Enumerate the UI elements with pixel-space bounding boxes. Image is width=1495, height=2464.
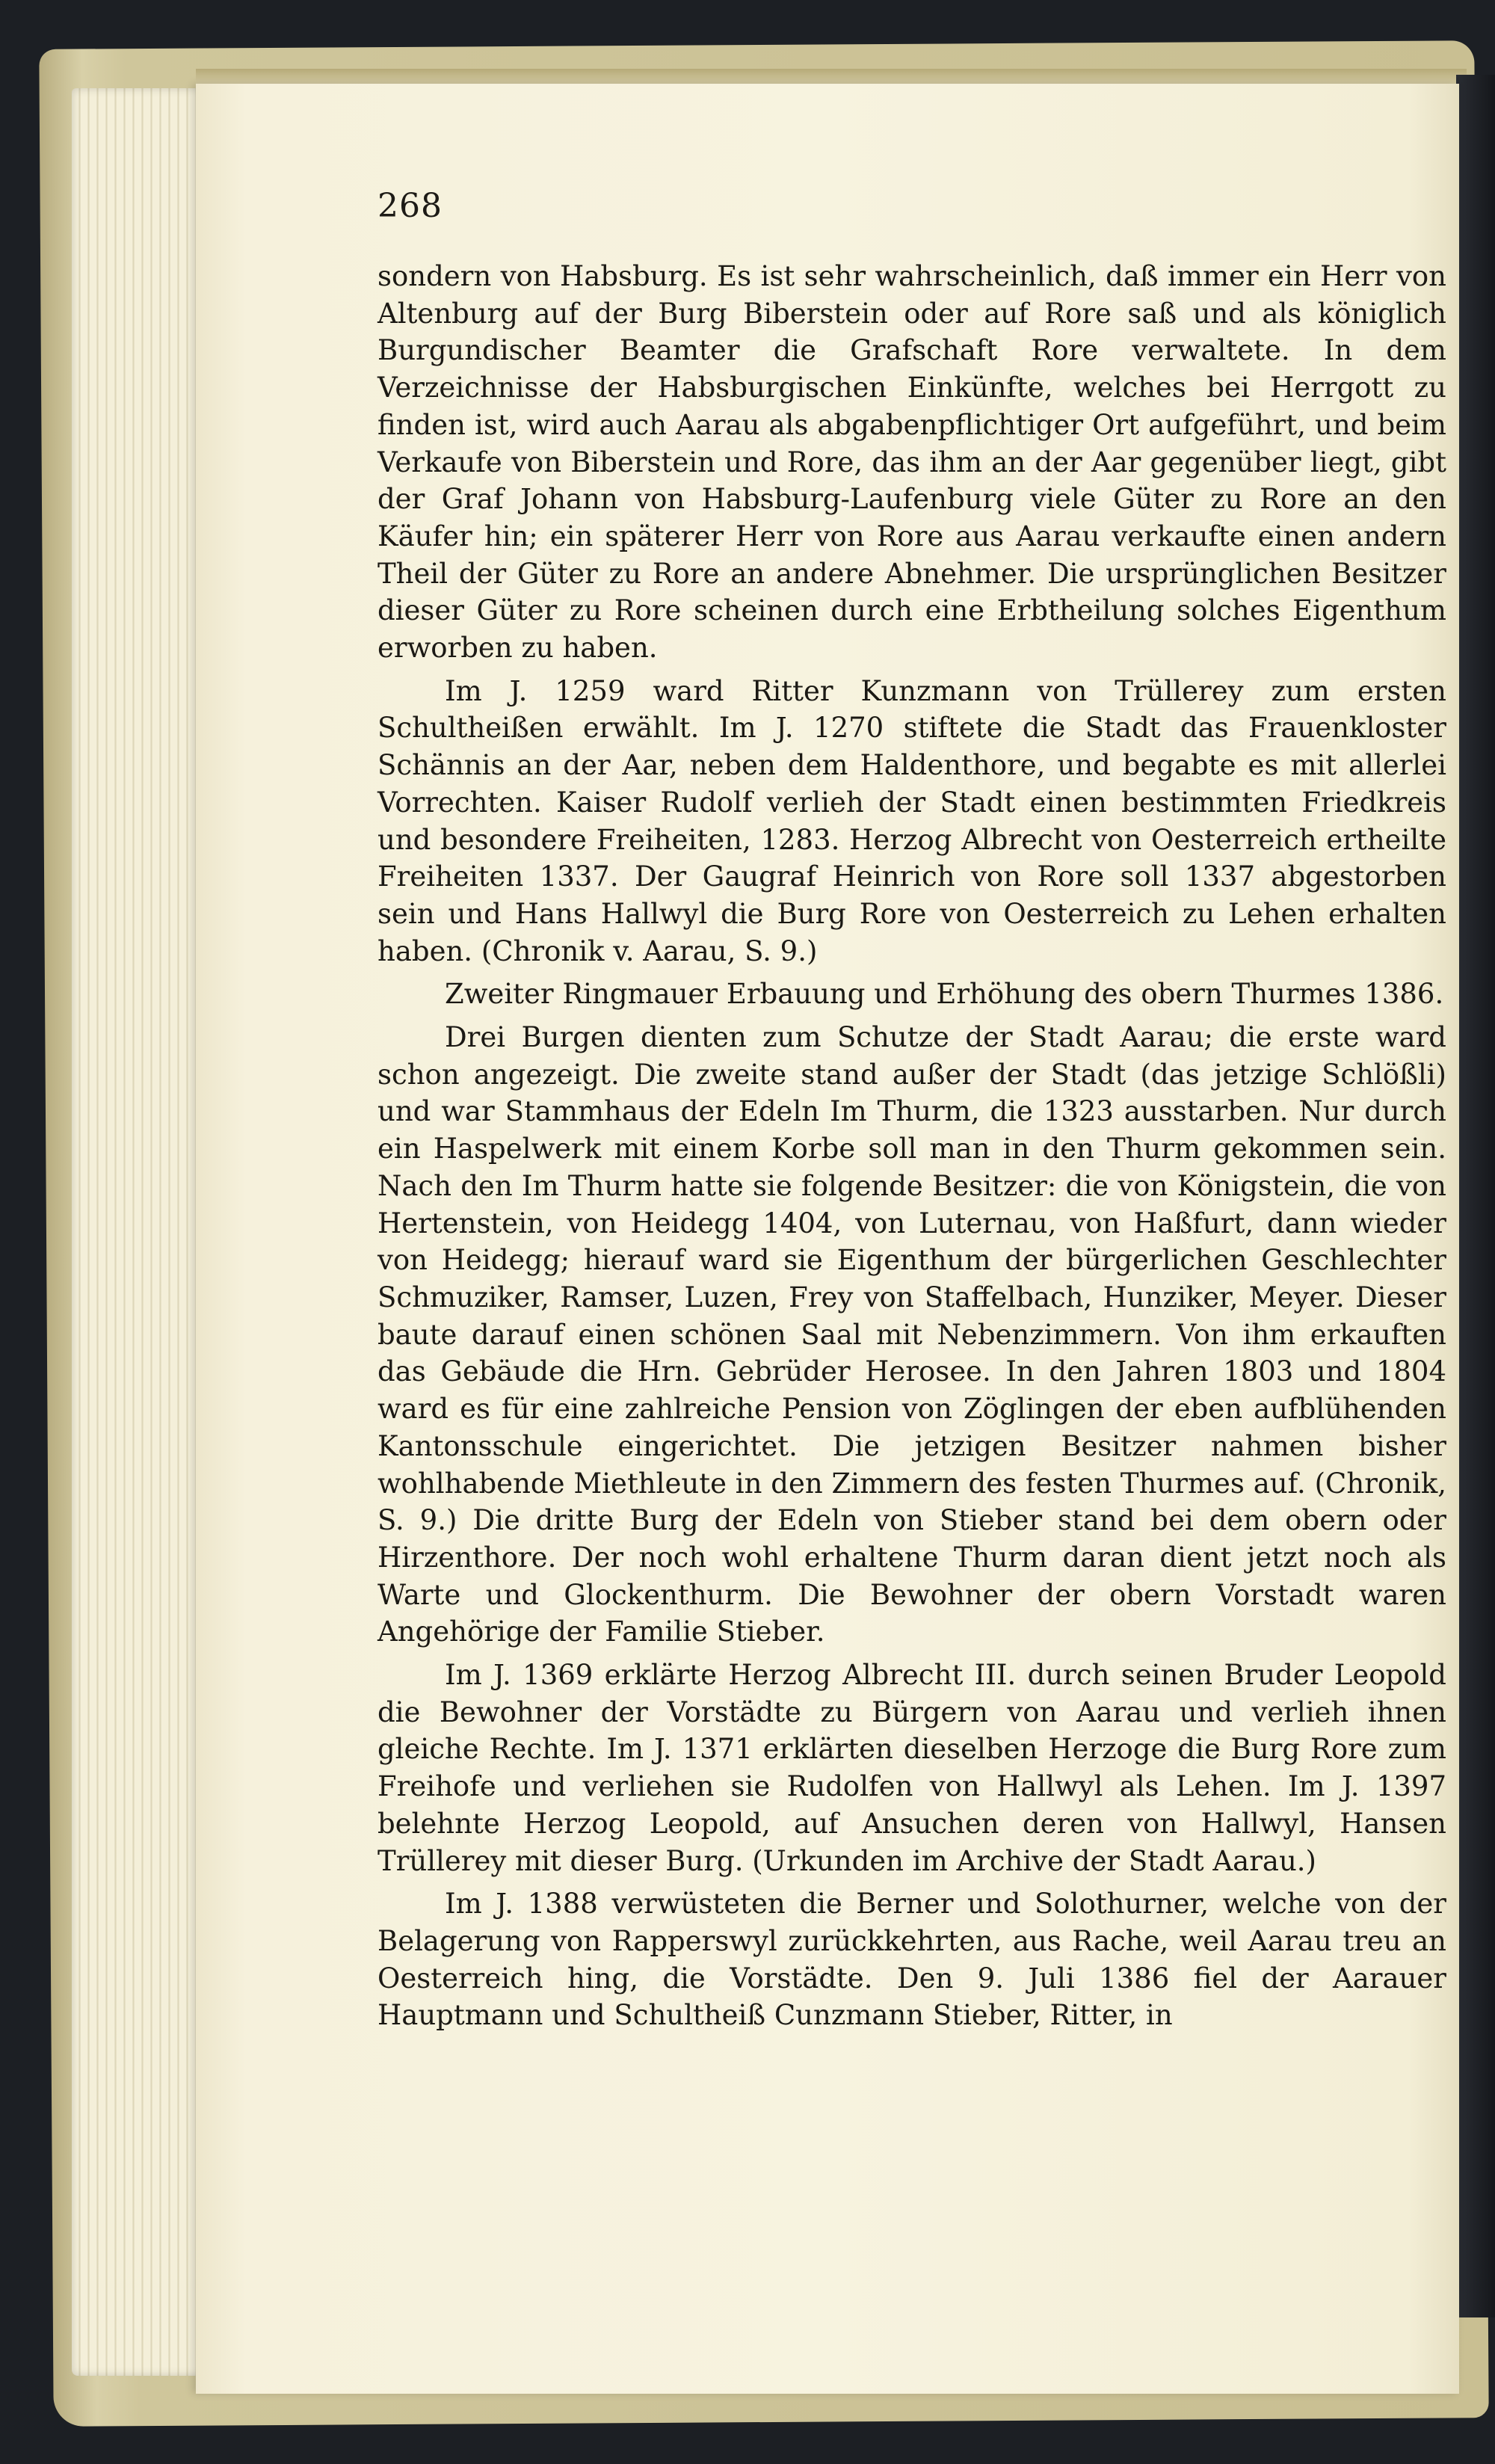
page-text xyxy=(377,258,1446,2040)
background-strip xyxy=(1456,75,1495,2317)
paragraph-2: Im J. 1259 ward Ritter Kunzmann von Trüllerey zum ersten Schultheißen erwählt. Im J. 1270 stiftete die Stadt das Frauenkloster Schännis an der Aar, neben dem Haldenthore, und begabte es mit allerlei Vorrechten. Kaiser Rudolf verlieh der Stadt einen bestimmten Friedkreis und besondere Freiheiten, 1283. Herzog Albrecht von Oesterreich ertheilte Freiheiten 1337. Der Gaugraf Heinrich von Rore soll 1337 abgestorben sein und Hans Hallwyl die Burg Rore von Oesterreich zu Lehen erhalten haben. (Chronik v. Aarau, S. 9.) xyxy=(377,674,1446,967)
paragraph-6: Im J. 1388 verwüsteten die Berner und Solothurner, welche von der Belagerung von Rapperswyl zurückkehrten, aus Rache, weil Aarau treu an Oesterreich hing, die Vorstädte. Den 9. Juli 1386 fiel der Aarauer Hauptmann und Schultheiß Cunzmann Stieber, Ritter, in xyxy=(377,1888,1446,2032)
paragraph-4: Drei Burgen dienten zum Schutze der Stadt Aarau; die erste ward schon angezeigt. Die zweite stand außer der Stadt (das jetzige Schlößli) und war Stammhaus der Edeln Im Thurm, die 1323 ausstarben. Nur durch ein Haspelwerk mit einem Korbe soll man in den Thurm gekommen sein. Nach den Im Thurm hatte sie folgende Besitzer: die von Königstein, die von Hertenstein, von Heidegg 1404, von Luternau, von Haßfurt, dann wieder von Heidegg; hierauf ward sie Eigenthum der bürgerlichen Geschlechter Schmuziker, Ramser, Luzen, Frey von Staffelbach, Hunziker, Meyer. Dieser baute darauf einen schönen Saal mit Nebenzimmern. Von ihm erkauften das Gebäude die Hrn. Gebrüder Herosee. In den Jahren 1803 und 1804 ward es für eine zahlreiche Pension von Zöglingen der eben aufblühenden Kantonsschule eingerichtet. Die jetzigen Besitzer nahmen bisher wohlhabende Miethleute in den Zimmern des festen Thurmes auf. (Chronik, S. 9.) Die dritte Burg der Edeln von Stieber stand bei dem obern oder Hirzenthore. Der noch wohl erhaltene Thurm daran dient jetzt noch als Warte und Glockenthurm. Die Bewohner der obern Vorstadt waren Angehörige der Familie Stieber. xyxy=(377,1021,1446,1648)
stacked-page-edges xyxy=(72,88,214,2376)
page-top-edge xyxy=(196,69,1467,85)
paragraph-5: Im J. 1369 erklärte Herzog Albrecht III. durch seinen Bruder Leopold die Bewohner der Vorstädte zu Bürgern von Aarau und verlieh ihnen gleiche Rechte. Im J. 1371 erklärten dieselben Herzoge die Burg Rore zum Freihofe und verliehen sie Rudolfen von Hallwyl als Lehen. Im J. 1397 belehnte Herzog Leopold, auf Ansuchen deren von Hallwyl, Hansen Trüllerey mit dieser Burg. (Urkunden im Archive der Stadt Aarau.) xyxy=(377,1659,1446,1877)
page-number: 268 xyxy=(377,187,443,225)
paragraph-1: sondern von Habsburg. Es ist sehr wahrscheinlich, daß immer ein Herr von Altenburg auf der Burg Biberstein oder auf Rore saß und als königlich Burgundischer Beamter die Grafschaft Rore verwaltete. In dem Verzeichnisse der Habsburgischen Einkünfte, welches bei Herrgott zu finden ist, wird auch Aarau als abgabenpflichtiger Ort aufgeführt, und beim Verkaufe von Biberstein und Rore, das ihm an der Aar gegenüber liegt, gibt der Graf Johann von Habsburg-Laufenburg viele Güter zu Rore an den Käufer hin; ein späterer Herr von Rore aus Aarau verkaufte einen andern Theil der Güter zu Rore an andere Abnehmer. Die ursprünglichen Besitzer dieser Güter zu Rore scheinen durch eine Erbtheilung solches Eigenthum erworben zu haben. xyxy=(377,260,1446,665)
paragraph-3-heading: Zweiter Ringmauer Erbauung und Erhöhung des obern Thurmes 1386. xyxy=(445,978,1444,1011)
